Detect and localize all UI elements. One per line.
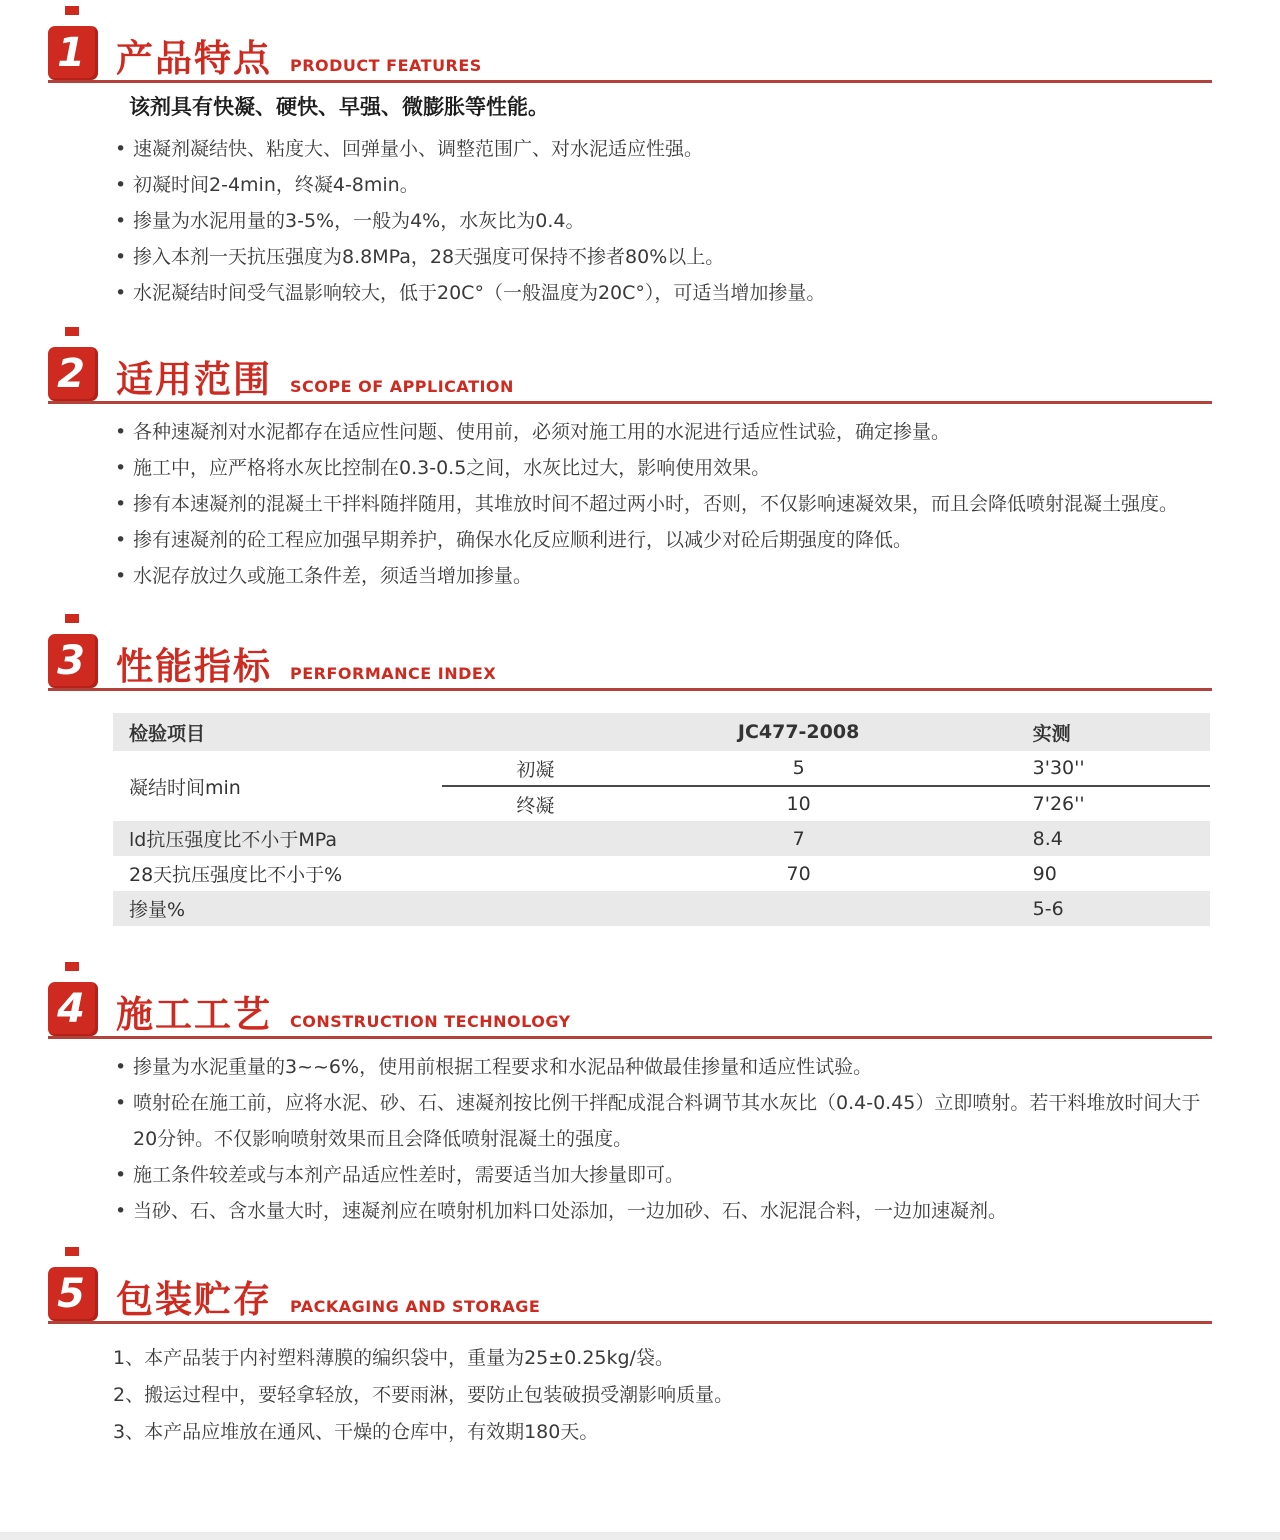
section-number: 1: [57, 30, 85, 76]
page-bottom-divider: [0, 1532, 1280, 1540]
table-header-sub: [442, 713, 628, 751]
section-header: [48, 26, 1212, 83]
section-title: 性能指标: [116, 645, 272, 688]
table-cell-measured: 90: [1032, 862, 1057, 885]
section-item-list: [113, 1049, 1210, 1229]
table-row: [113, 856, 1210, 891]
section-body: [113, 1340, 1210, 1451]
table-header-row: [113, 713, 1210, 751]
table-header-standard: JC477-2008: [629, 713, 969, 751]
table-cell-item: ld抗压强度比不小于MPa: [113, 821, 629, 856]
section-header: [48, 634, 1212, 691]
section-number-badge: [48, 347, 98, 401]
section-intro: 该剂具有快凝、硬快、早强、微膨胀等性能。: [129, 95, 549, 119]
list-item: 3、本产品应堆放在通风、干燥的仓库中，有效期180天。: [113, 1421, 599, 1443]
table-row: [113, 891, 1210, 926]
list-item: • 喷射砼在施工前，应将水泥、砂、石、速凝剂按比例干拌配成混合料调节其水灰比（0.4-0.45）立即喷射。若干料堆放时间大于20分钟。不仅影响喷射效果而且会降低喷射混凝土的强度。: [113, 1085, 1210, 1157]
table-cell-standard: 70: [786, 862, 811, 885]
table-cell-measured: 5-6: [969, 891, 1210, 926]
list-item: 2、搬运过程中，要轻拿轻放，不要雨淋，要防止包装破损受潮影响质量。: [113, 1384, 734, 1406]
section-title: 包装贮存: [116, 1278, 272, 1321]
table-header-item: 检验项目: [113, 713, 442, 751]
header-notch-icon: [65, 327, 79, 336]
section-header: [48, 982, 1212, 1039]
list-item: • 水泥凝结时间受气温影响较大，低于20C°（一般温度为20C°），可适当增加掺量。: [113, 275, 1210, 311]
section-number: 5: [57, 1271, 85, 1317]
list-item: • 水泥存放过久或施工条件差，须适当增加掺量。: [113, 558, 1210, 594]
section-4: [0, 982, 1280, 1229]
section-title: 产品特点: [116, 37, 272, 80]
section-number: 3: [57, 638, 85, 684]
performance-table: [113, 713, 1210, 926]
list-item: • 掺有本速凝剂的混凝土干拌料随拌随用，其堆放时间不超过两小时，否则，不仅影响速凝效果，而且会降低喷射混凝土强度。: [113, 486, 1210, 522]
header-notch-icon: [65, 1247, 79, 1256]
list-item: • 初凝时间2-4min，终凝4-8min。: [113, 167, 1210, 203]
table-row: [113, 821, 1210, 856]
table-cell-standard: 5: [629, 751, 969, 786]
section-subtitle: PERFORMANCE INDEX: [290, 664, 497, 683]
list-item: • 各种速凝剂对水泥都存在适应性问题、使用前，必须对施工用的水泥进行适应性试验，确定掺量。: [113, 414, 1210, 450]
table-cell-standard: 7: [629, 821, 969, 856]
table-cell-measured: 3'30'': [969, 751, 1210, 786]
section-header: [48, 1267, 1212, 1324]
list-item: • 掺量为水泥用量的3-5%，一般为4%，水灰比为0.4。: [113, 203, 1210, 239]
section-header: [48, 347, 1212, 404]
section-subtitle: CONSTRUCTION TECHNOLOGY: [290, 1012, 571, 1031]
header-notch-icon: [65, 614, 79, 623]
section-5: [0, 1267, 1280, 1451]
table-cell-measured: 7'26'': [1032, 793, 1085, 815]
list-item: • 掺入本剂一天抗压强度为8.8MPa，28天强度可保持不掺者80%以上。: [113, 239, 1210, 275]
table-header-measured: 实测: [969, 713, 1210, 751]
list-item: • 掺有速凝剂的砼工程应加强早期养护，确保水化反应顺利进行，以减少对砼后期强度的降低。: [113, 522, 1210, 558]
section-item-list: [113, 131, 1210, 311]
section-subtitle: PACKAGING AND STORAGE: [290, 1297, 541, 1316]
section-item-list: [113, 1340, 1210, 1451]
section-body: [113, 1049, 1210, 1229]
table-cell-standard: 10: [786, 793, 811, 815]
table-row: [113, 751, 1210, 786]
section-subtitle: SCOPE OF APPLICATION: [290, 377, 514, 396]
table-cell-item: 掺量%: [113, 891, 629, 926]
table-cell-item: 凝结时间min: [129, 776, 241, 799]
list-item: • 施工中，应严格将水灰比控制在0.3-0.5之间，水灰比过大，影响使用效果。: [113, 450, 1210, 486]
section-1: [0, 26, 1280, 311]
header-notch-icon: [65, 962, 79, 971]
performance-table-wrap: [113, 713, 1210, 926]
header-notch-icon: [65, 6, 79, 15]
table-cell-sub: 终凝: [516, 794, 555, 817]
section-number-badge: [48, 26, 98, 80]
section-number-badge: [48, 634, 98, 688]
section-number: 2: [57, 351, 85, 397]
section-3: [0, 634, 1280, 926]
list-item: • 当砂、石、含水量大时，速凝剂应在喷射机加料口处添加，一边加砂、石、水泥混合料，一边加速凝剂。: [113, 1193, 1210, 1229]
section-number-badge: [48, 1267, 98, 1321]
section-body: [113, 713, 1210, 926]
section-item-list: [113, 414, 1210, 594]
section-title: 施工工艺: [116, 993, 272, 1036]
list-item: • 施工条件较差或与本剂产品适应性差时，需要适当加大掺量即可。: [113, 1157, 1210, 1193]
section-2: [0, 347, 1280, 594]
table-cell-sub: 初凝: [442, 751, 628, 786]
section-body: [113, 93, 1210, 311]
section-number-badge: [48, 982, 98, 1036]
table-cell-measured: 8.4: [969, 821, 1210, 856]
list-item: • 掺量为水泥重量的3~~6%，使用前根据工程要求和水泥品种做最佳掺量和适应性试验。: [113, 1049, 1210, 1085]
section-body: [113, 414, 1210, 594]
section-title: 适用范围: [116, 358, 272, 401]
table-cell-standard: [629, 891, 969, 926]
table-cell-item: 28天抗压强度比不小于%: [129, 864, 343, 886]
list-item: • 速凝剂凝结快、粘度大、回弹量小、调整范围广、对水泥适应性强。: [113, 131, 1210, 167]
section-subtitle: PRODUCT FEATURES: [290, 56, 482, 75]
list-item: 1、本产品装于内衬塑料薄膜的编织袋中，重量为25±0.25kg/袋。: [113, 1347, 674, 1369]
section-number: 4: [57, 986, 85, 1032]
document-page: [0, 26, 1280, 1451]
